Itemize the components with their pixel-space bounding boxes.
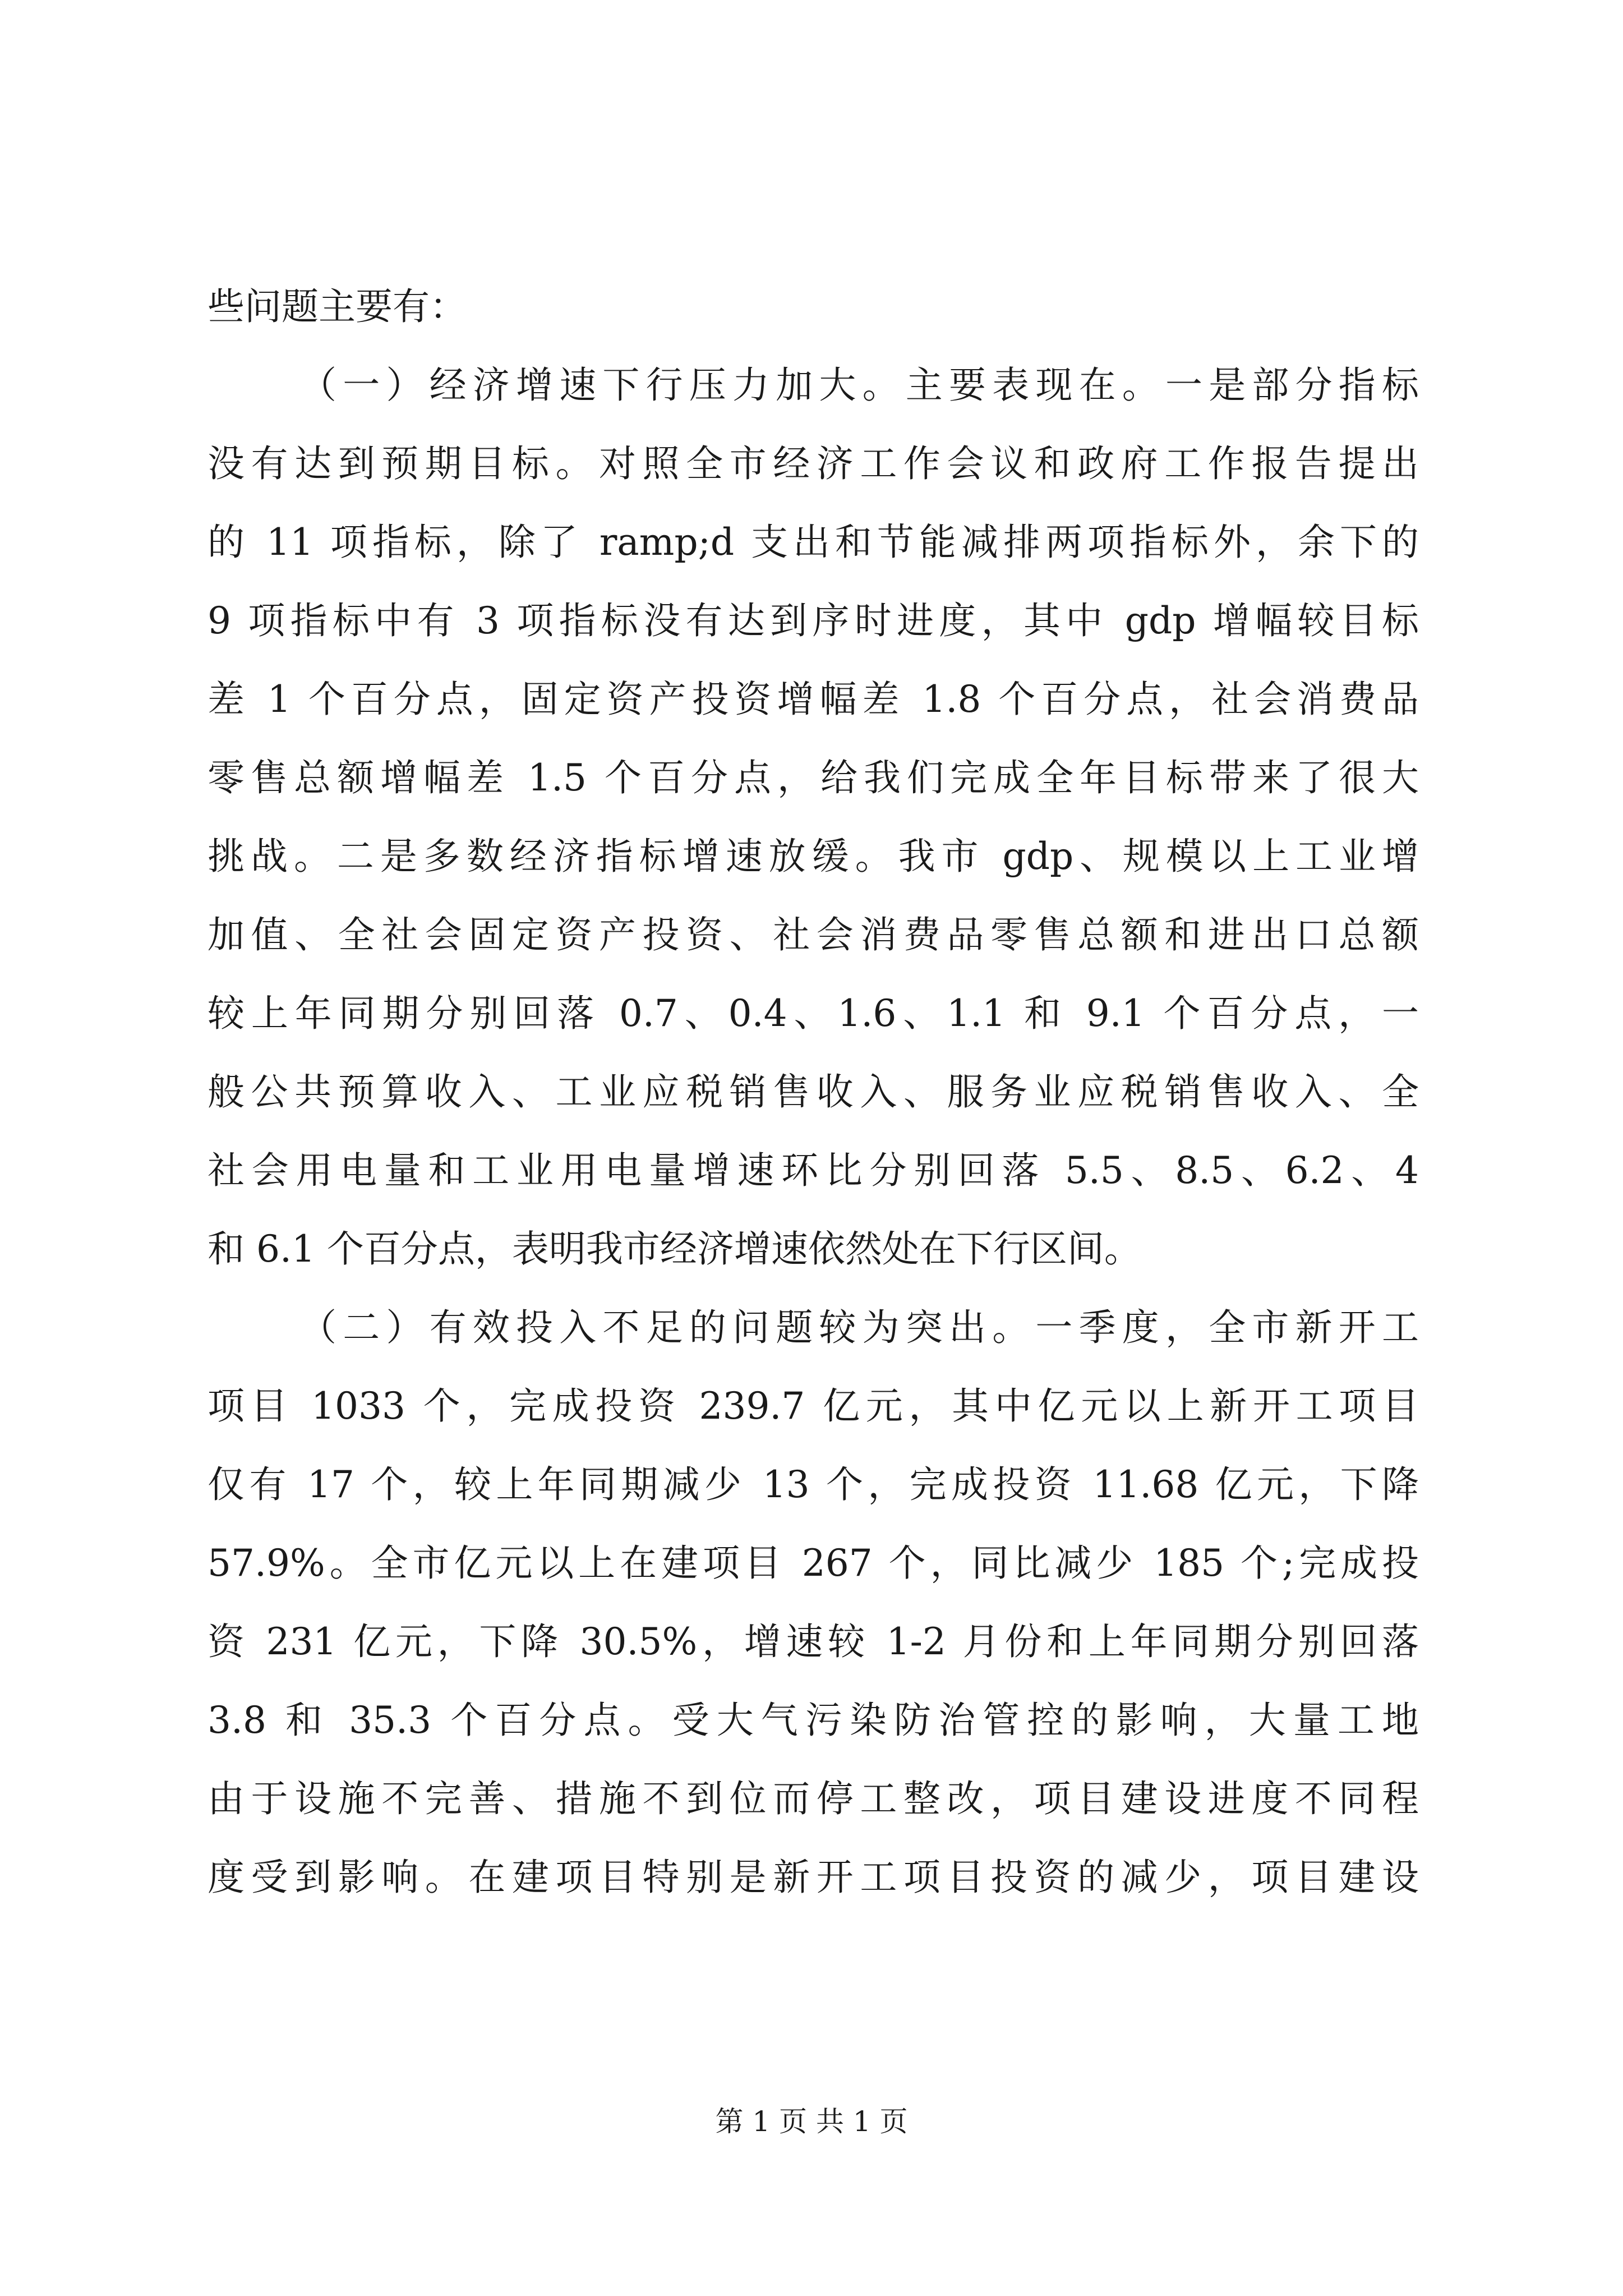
paragraph-line: 仅有 17 个，较上年同期减少 13 个，完成投资 11.68 亿元，下降 <box>208 1463 1419 1506</box>
paragraph-line: 57.9%。全市亿元以上在建项目 267 个，同比减少 185 个;完成投 <box>208 1542 1419 1585</box>
paragraph-line: 项目 1033 个，完成投资 239.7 亿元，其中亿元以上新开工项目 <box>208 1384 1419 1428</box>
paragraph-line: （二）有效投入不足的问题较为突出。一季度，全市新开工 <box>299 1306 1419 1349</box>
paragraph-line: （一）经济增速下行压力加大。主要表现在。一是部分指标 <box>299 364 1419 407</box>
paragraph-line: 没有达到预期目标。对照全市经济工作会议和政府工作报告提出 <box>208 442 1419 485</box>
paragraph-line: 3.8 和 35.3 个百分点。受大气污染防治管控的影响，大量工地 <box>208 1699 1419 1742</box>
paragraph-line: 加值、全社会固定资产投资、社会消费品零售总额和进出口总额 <box>208 913 1419 956</box>
paragraph-line: 9 项指标中有 3 项指标没有达到序时进度，其中 gdp 增幅较目标 <box>208 599 1419 642</box>
paragraph-line: 和 6.1 个百分点，表明我市经济增速依然处在下行区间。 <box>208 1227 1141 1271</box>
paragraph-line: 社会用电量和工业用电量增速环比分别回落 5.5、8.5、6.2、4 <box>208 1149 1419 1192</box>
paragraph-line: 差 1 个百分点，固定资产投资增幅差 1.8 个百分点，社会消费品 <box>208 678 1419 721</box>
paragraph-line: 由于设施不完善、措施不到位而停工整改，项目建设进度不同程 <box>208 1777 1419 1820</box>
page-footer: 第 1 页 共 1 页 <box>715 2105 908 2138</box>
paragraph-line: 些问题主要有： <box>208 285 467 328</box>
paragraph-line: 度受到影响。在建项目特别是新开工项目投资的减少，项目建设 <box>208 1856 1419 1899</box>
paragraph-line: 较上年同期分别回落 0.7、0.4、1.6、1.1 和 9.1 个百分点，一 <box>208 992 1419 1035</box>
paragraph-line: 的 11 项指标，除了 ramp;d 支出和节能减排两项指标外，余下的 <box>208 521 1419 564</box>
paragraph-line: 般公共预算收入、工业应税销售收入、服务业应税销售收入、全 <box>208 1070 1419 1114</box>
paragraph-line: 零售总额增幅差 1.5 个百分点，给我们完成全年目标带来了很大 <box>208 756 1419 799</box>
paragraph-line: 资 231 亿元，下降 30.5%，增速较 1-2 月份和上年同期分别回落 <box>208 1620 1419 1663</box>
paragraph-line: 挑战。二是多数经济指标增速放缓。我市 gdp、规模以上工业增 <box>208 835 1419 878</box>
